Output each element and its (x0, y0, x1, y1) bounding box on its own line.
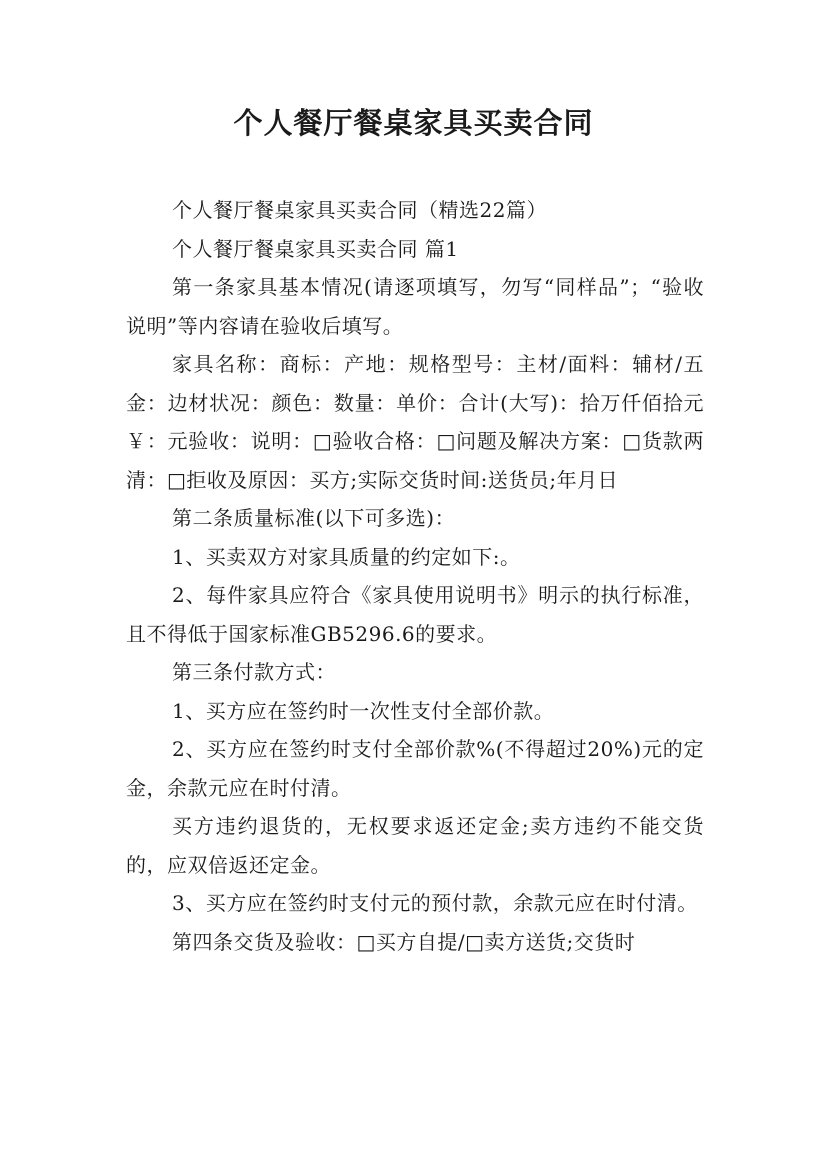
paragraph-payment-3: 3、买方应在签约时支付元的预付款，余款元应在时付清。 (172, 891, 698, 915)
paragraph-section-heading: 个人餐厅餐桌家具买卖合同 篇1 (172, 236, 459, 261)
paragraph-furniture-fields: 家具名称：商标：产地：规格型号：主材/面料：辅材/五金：边材状况：颜色：数量：单价：合计(大写)：拾万仟佰拾元￥：元验收：说明：□验收合格：□问题及解决方案：□货款两清：□拒收及原因：买方;实际交货时间:送货员;年月日 (126, 352, 704, 492)
paragraph-article-2: 第二条质量标准(以下可多选)： (172, 506, 456, 530)
paragraph-payment-1: 1、买方应在签约时一次性支付全部价款。 (172, 698, 555, 723)
paragraph-article-4: 第四条交货及验收：□买方自提/□卖方送货;交货时 (172, 929, 636, 954)
document-title: 个人餐厅餐桌家具买卖合同 (233, 106, 594, 140)
paragraph-payment-2: 2、买方应在签约时支付全部价款%(不得超过20%)元的定金，余款元应在时付清。 (126, 737, 704, 800)
paragraph-subtitle: 个人餐厅餐桌家具买卖合同（精选22篇） (172, 198, 547, 222)
paragraph-quality-2: 2、每件家具应符合《家具使用说明书》明示的执行标准，且不得低于国家标准GB5296.6的要求。 (126, 583, 704, 646)
document-body (126, 191, 704, 961)
paragraph-article-3: 第三条付款方式： (172, 660, 336, 684)
paragraph-quality-1: 1、买卖双方对家具质量的约定如下:。 (172, 544, 521, 569)
paragraph-article-1: 第一条家具基本情况(请逐项填写，勿写“同样品”；“验收说明”等内容请在验收后填写。 (126, 275, 704, 338)
paragraph-deposit-terms: 买方违约退货的，无权要求返还定金;卖方违约不能交货的，应双倍返还定金。 (126, 814, 704, 877)
